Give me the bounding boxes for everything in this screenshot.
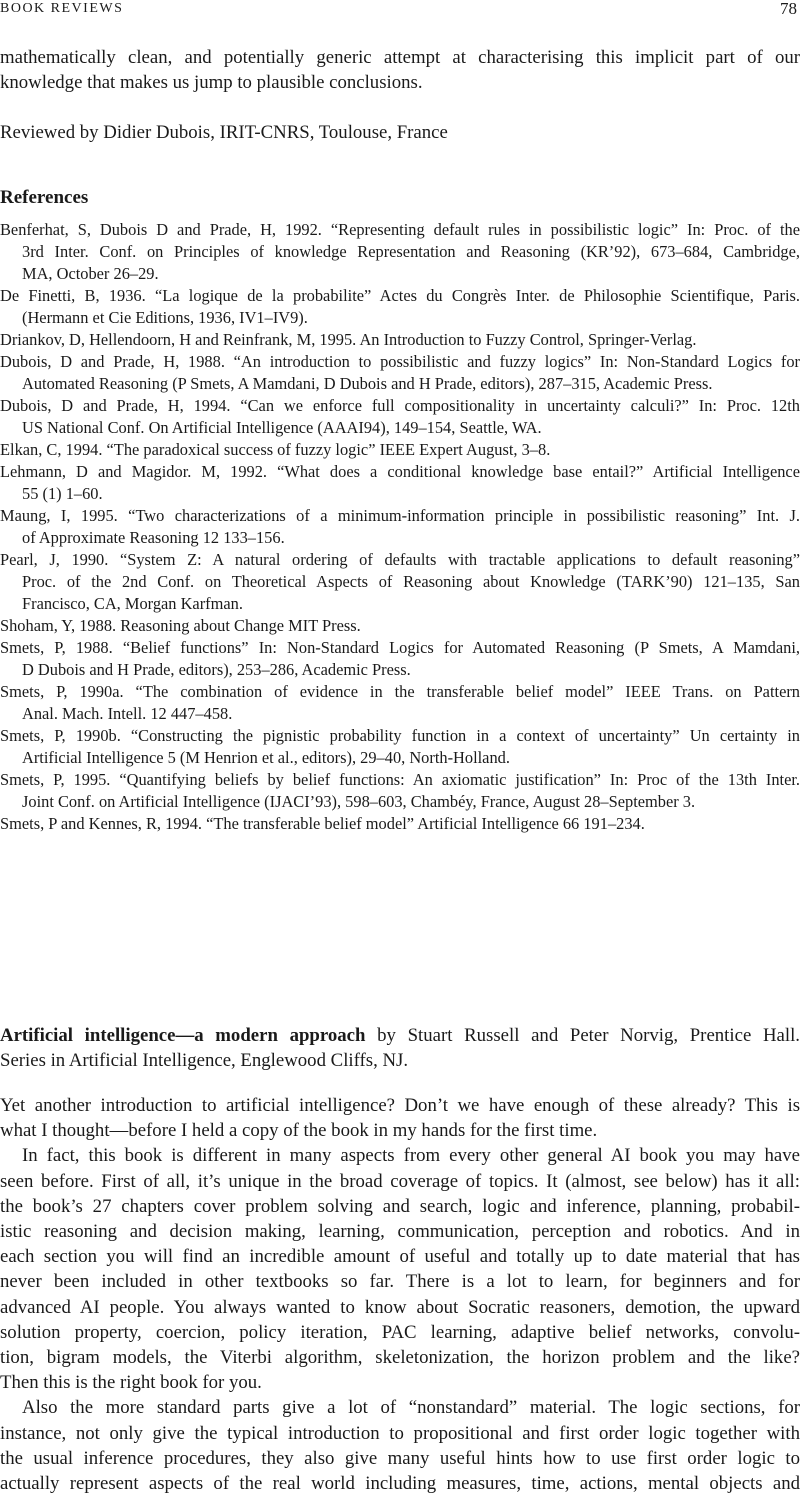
reference-item — [0, 505, 800, 549]
review-body — [0, 1093, 800, 1496]
review-heading — [0, 1023, 800, 1073]
reference-line: Francisco, CA, Morgan Karfman. — [22, 594, 243, 613]
body-line: tion, bigram models, the Viterbi algorithm, skeletonization, the horizon problem and the like? — [0, 1347, 800, 1369]
reference-item — [0, 395, 800, 439]
book-title: Artificial intelligence—a modern approach — [0, 1025, 366, 1046]
reference-item — [0, 285, 800, 329]
review-heading-line — [0, 1023, 800, 1048]
body-line: never been included in other textbooks so far. There is a lot to learn, for beginners and for — [0, 1271, 800, 1293]
body-line: actually represent aspects of the real world including measures, time, actions, mental objects and — [0, 1473, 800, 1495]
reviewer-line: Reviewed by Didier Dubois, IRIT-CNRS, Toulouse, France — [0, 122, 448, 143]
reference-line: Driankov, D, Hellendoorn, H and Reinfrank, M, 1995. An Introduction to Fuzzy Control, Springer-Verlag. — [0, 330, 697, 349]
body-line: advanced AI people. You always wanted to know about Socratic reasoners, demotion, the upward — [0, 1296, 800, 1318]
reference-line: Smets, P, 1990a. “The combination of evidence in the transferable belief model” IEEE Trans. on Pattern — [0, 682, 800, 701]
reference-line: Smets, P, 1995. “Quantifying beliefs by belief functions: An axiomatic justification” In: Proc of the 13th Inter. — [0, 770, 800, 789]
reference-item — [0, 549, 800, 615]
reference-list — [0, 219, 800, 835]
reference-line: Artificial Intelligence 5 (M Henrion et al., editors), 29–40, North-Holland. — [22, 748, 510, 767]
reference-line: Smets, P, 1988. “Belief functions” In: Non-Standard Logics for Automated Reasoning (P Smets, A Mamdani, — [0, 638, 800, 657]
reviewer-credit — [0, 120, 800, 145]
reference-item — [0, 725, 800, 769]
reference-line: US National Conf. On Artificial Intelligence (AAAI94), 149–154, Seattle, WA. — [22, 418, 542, 437]
reference-line: Proc. of the 2nd Conf. on Theoretical Aspects of Reasoning about Knowledge (TARK’90) 121–135, San — [22, 572, 800, 591]
reference-line: Lehmann, D and Magidor. M, 1992. “What does a conditional knowledge base entail?” Artificial Intelligence — [0, 462, 800, 481]
reference-line: of Approximate Reasoning 12 133–156. — [22, 528, 285, 547]
body-paragraph — [0, 1395, 800, 1496]
running-head — [0, 0, 800, 22]
body-paragraph — [0, 1143, 800, 1395]
reference-line: Maung, I, 1995. “Two characterizations of a minimum-information principle in possibilistic reasoning” Int. J. — [0, 506, 800, 525]
body-line: In fact, this book is different in many aspects from every other general AI book you may have — [22, 1145, 800, 1167]
reference-item — [0, 219, 800, 285]
reference-item — [0, 769, 800, 813]
reference-line: (Hermann et Cie Editions, 1936, IV1–IV9). — [22, 308, 308, 327]
reference-line: Pearl, J, 1990. “System Z: A natural ordering of defaults with tractable applications to default reasoning” — [0, 550, 800, 569]
reference-line: Benferhat, S, Dubois D and Prade, H, 1992. “Representing default rules in possibilistic logic” In: Proc. of the — [0, 220, 800, 239]
reference-line: D Dubois and H Prade, editors), 253–286, Academic Press. — [22, 660, 411, 679]
reference-line: Elkan, C, 1994. “The paradoxical success of fuzzy logic” IEEE Expert August, 3–8. — [0, 440, 551, 459]
reference-line: 3rd Inter. Conf. on Principles of knowledge Representation and Reasoning (KR’92), 673–684, Cambridge, — [22, 242, 800, 261]
section-title: BOOK REVIEWS — [0, 1, 124, 16]
body-line: the book’s 27 chapters cover problem solving and search, logic and inference, planning, probabil- — [0, 1195, 800, 1217]
body-line: Then this is the right book for you. — [0, 1372, 262, 1394]
body-line: seen before. First of all, it’s unique in the broad coverage of topics. It (almost, see below) has it all: — [0, 1170, 800, 1192]
body-line: Yet another introduction to artificial intelligence? Don’t we have enough of these already? This is — [0, 1095, 800, 1116]
reference-line: Smets, P, 1990b. “Constructing the pignistic probability function in a context of uncertainty” Un certainty in — [0, 726, 800, 745]
reference-line: De Finetti, B, 1936. “La logique de la probabilite” Actes du Congrès Inter. de Philosophie Scientifique, Paris. — [0, 286, 800, 305]
intro-paragraph — [0, 45, 800, 95]
body-line: what I thought—before I held a copy of the book in my hands for the first time. — [0, 1120, 598, 1142]
intro-line: mathematically clean, and potentially generic attempt at characterising this implicit part of our — [0, 47, 800, 68]
body-paragraph — [0, 1093, 800, 1143]
body-line: each section you will find an incredible amount of useful and totally up to date material that has — [0, 1246, 800, 1268]
reference-item — [0, 615, 800, 637]
body-line: the usual inference procedures, they also give many useful hints how to use first order logic to — [0, 1447, 800, 1469]
reference-line: Automated Reasoning (P Smets, A Mamdani, D Dubois and H Prade, editors), 287–315, Academic Press. — [22, 374, 713, 393]
reference-line: 55 (1) 1–60. — [22, 484, 103, 503]
reference-line: Anal. Mach. Intell. 12 447–458. — [22, 704, 233, 723]
intro-line: knowledge that makes us jump to plausible conclusions. — [0, 72, 423, 93]
reference-item — [0, 439, 800, 461]
reference-line: Smets, P and Kennes, R, 1994. “The transferable belief model” Artificial Intelligence 66 191–234. — [0, 814, 645, 833]
reference-item — [0, 351, 800, 395]
references-heading: References — [0, 187, 89, 208]
reference-line: Dubois, D and Prade, H, 1994. “Can we enforce full compositionality in uncertainty calculi?” In: Proc. 12th — [0, 396, 800, 415]
reference-item — [0, 681, 800, 725]
reference-line: Joint Conf. on Artificial Intelligence (IJACI’93), 598–603, Chambéy, France, August 28–September 3. — [22, 792, 696, 811]
book-series: Series in Artificial Intelligence, Englewood Cliffs, NJ. — [0, 1050, 409, 1071]
body-line: solution property, coercion, policy iteration, PAC learning, adaptive belief networks, convolu- — [0, 1321, 800, 1343]
reference-item — [0, 813, 800, 835]
reference-line: MA, October 26–29. — [22, 264, 159, 283]
body-line: istic reasoning and decision making, learning, communication, perception and robotics. And in — [0, 1221, 800, 1243]
reference-line: Shoham, Y, 1988. Reasoning about Change MIT Press. — [0, 616, 361, 635]
reference-item — [0, 329, 800, 351]
body-line: Also the more standard parts give a lot of “nonstandard” material. The logic sections, for — [22, 1397, 800, 1419]
body-line: instance, not only give the typical introduction to propositional and first order logic together with — [0, 1422, 800, 1444]
reference-item — [0, 461, 800, 505]
page-number: 78 — [780, 0, 797, 18]
reference-line: Dubois, D and Prade, H, 1988. “An introduction to possibilistic and fuzzy logics” In: Non-Standard Logics for — [0, 352, 800, 371]
book-byline: by Stuart Russell and Peter Norvig, Prentice Hall. — [365, 1025, 800, 1046]
reference-item — [0, 637, 800, 681]
